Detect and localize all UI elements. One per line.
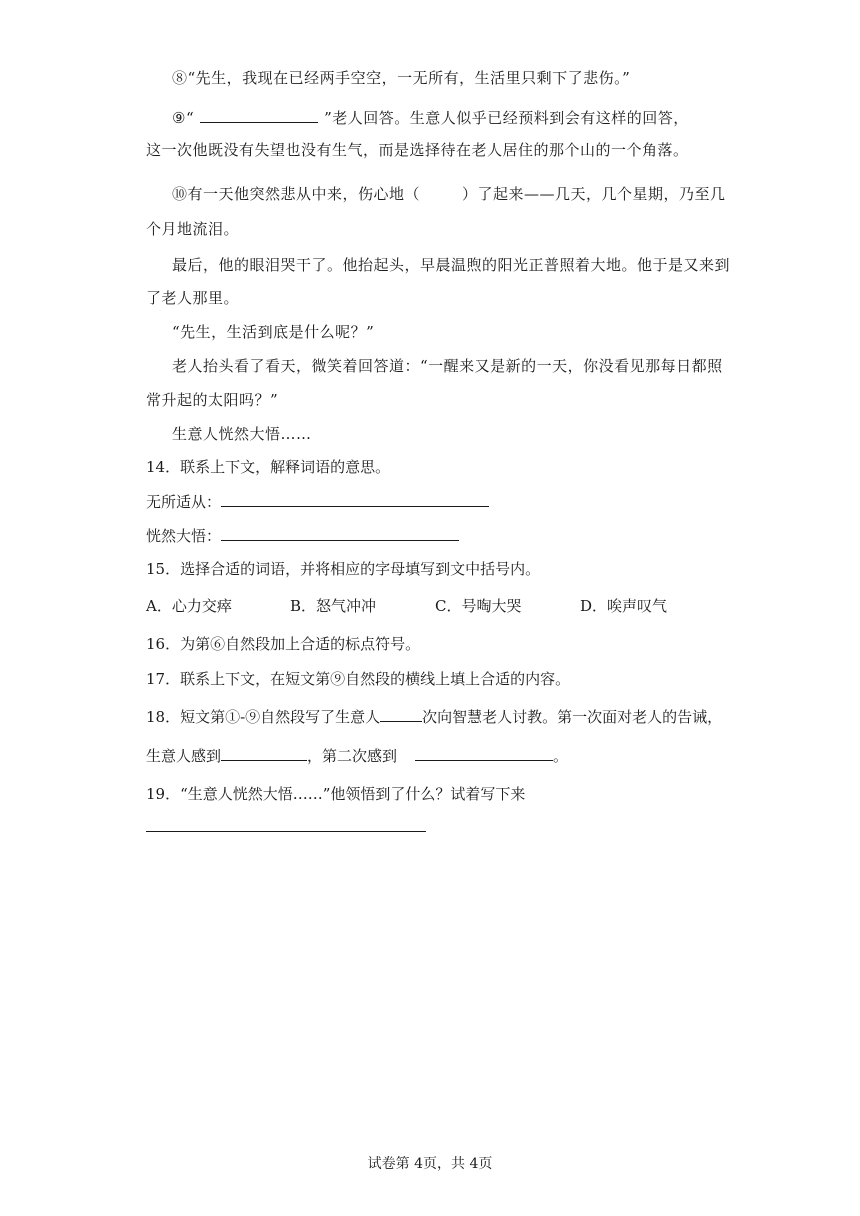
question-17: 17．联系上下文，在短文第⑨自然段的横线上填上合适的内容。 <box>146 670 571 688</box>
passage-paragraph-10 <box>172 184 726 204</box>
q15-option-a[interactable]: A．心力交瘁 <box>146 597 232 615</box>
q18-second-feeling-blank[interactable] <box>415 744 553 761</box>
question-14: 14．联系上下文，解释词语的意思。 <box>146 458 391 476</box>
question-16: 16．为第⑥自然段加上合适的标点符号。 <box>146 635 421 653</box>
q18-text-e: 。 <box>553 747 569 765</box>
passage-paragraph-10-line2: 个月地流泪。 <box>146 220 240 238</box>
question-14-a <box>146 490 489 512</box>
passage-paragraph-14: 生意人恍然大悟…… <box>172 425 312 443</box>
passage-paragraph-13: 老人抬头看了看天，微笑着回答道：“一醒来又是新的一天，你没看见那每日都照 <box>172 357 723 375</box>
q14-answer-b[interactable] <box>221 524 459 541</box>
q18-count-blank[interactable] <box>380 705 422 722</box>
question-18-line2 <box>146 744 568 766</box>
p10-text-b: ）了起来——几天，几个星期，乃至几 <box>462 185 726 203</box>
passage-paragraph-12: “先生，生活到底是什么呢？” <box>172 323 375 341</box>
q14-term-b: 恍然大悟： <box>146 527 222 545</box>
page-footer: 试卷第 4页，共 4页 <box>367 1156 493 1172</box>
q18-text-d: ，第二次感到 <box>307 747 398 765</box>
question-19: 19．“生意人恍然大悟……”他领悟到了什么？试着写下来 <box>146 785 526 803</box>
q18-text-b: 次向智慧老人讨教。第一次面对老人的告诫， <box>422 708 723 726</box>
q18-text-a: 18．短文第①-⑨自然段写了生意人 <box>146 708 381 726</box>
q15-option-c[interactable]: C．号啕大哭 <box>435 597 522 615</box>
q19-answer-line[interactable] <box>146 831 426 832</box>
question-18 <box>146 705 722 727</box>
p9-open-quote: ⑨“ <box>172 109 195 127</box>
question-15: 15．选择合适的词语，并将相应的字母填写到文中括号内。 <box>146 560 541 578</box>
passage-paragraph-8: ⑧“先生，我现在已经两手空空，一无所有，生活里只剩下了悲伤。” <box>172 69 631 87</box>
q14-term-a: 无所适从： <box>146 493 222 511</box>
passage-paragraph-13-line2: 常升起的太阳吗？” <box>146 391 279 409</box>
q14-answer-a[interactable] <box>221 490 489 507</box>
passage-paragraph-11: 最后，他的眼泪哭干了。他抬起头，早晨温煦的阳光正普照着大地。他于是又来到 <box>172 256 731 274</box>
p9-answer-blank[interactable] <box>200 106 318 123</box>
p9-text: ”老人回答。生意人似乎已经预料到会有这样的回答， <box>324 109 689 127</box>
q18-first-feeling-blank[interactable] <box>221 744 307 761</box>
passage-paragraph-11-line2: 了老人那里。 <box>146 289 240 307</box>
q15-option-b[interactable]: B．怒气冲冲 <box>290 597 377 615</box>
p10-text-a: ⑩有一天他突然悲从中来，伤心地（ <box>172 185 421 203</box>
question-14-b <box>146 524 459 546</box>
passage-paragraph-9-line2: 这一次他既没有失望也没有生气，而是选择待在老人居住的那个山的一个角落。 <box>146 141 689 159</box>
q18-text-c: 生意人感到 <box>146 747 222 765</box>
passage-paragraph-9 <box>172 106 689 128</box>
q15-option-d[interactable]: D．唉声叹气 <box>580 597 668 615</box>
